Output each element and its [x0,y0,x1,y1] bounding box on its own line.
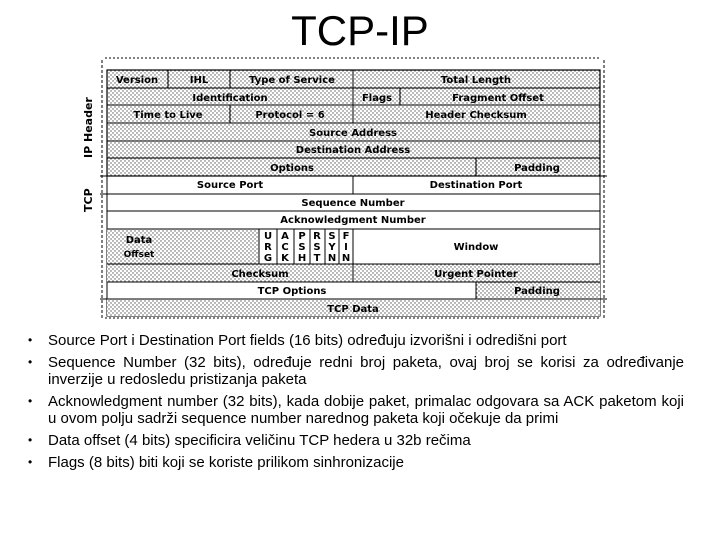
flag-letter: A [281,231,289,242]
tcp-side-label: TCP [82,188,95,212]
ihl-field: IHL [189,75,209,86]
window-field: Window [453,242,499,253]
flag-letter: T [313,253,321,264]
urgent-pointer-field: Urgent Pointer [434,269,518,280]
bullet-dot: • [28,394,33,408]
tcp-padding-field: Padding [514,286,560,297]
bullet-text: Sequence Number (32 bits), određuje redni broj paketa, ovaj broj se korisi za određivanje inverzije u redosledu pristizanja paketa [48,354,684,388]
ip-options-field: Options [270,163,314,174]
bullet-dot: • [28,355,33,369]
flag-letter: R [264,242,272,253]
checksum-field: Checksum [231,269,289,280]
tcp-data-field: TCP Data [327,304,379,315]
bullet-dot: • [28,455,33,469]
source-port-field: Source Port [196,180,264,191]
bullet-dot: • [28,433,33,447]
ip-padding-field: Padding [514,163,560,174]
bullet-text: Source Port i Destination Port fields (16 bits) određuju izvorišni i odredišni port [48,332,567,349]
destination-port-field: Destination Port [429,180,523,191]
total-length-field: Total Length [440,75,512,86]
data-offset-label-2: Offset [123,250,155,260]
acknowledgment-number-field: Acknowledgment Number [280,215,426,226]
source-address-field: Source Address [309,128,397,139]
flag-letter: R [313,231,321,242]
protocol-field: Protocol = 6 [255,110,325,121]
destination-address-field: Destination Address [295,145,411,156]
flag-letter: Y [328,242,336,253]
slide-title: TCP-IP [291,7,429,54]
flag-letter: S [328,231,336,242]
bullet-item [24,354,684,388]
bullet-item [24,393,684,427]
sequence-number-field: Sequence Number [301,198,405,209]
flag-letter: F [342,231,350,242]
bullet-dot: • [28,333,33,347]
type-of-service-field: Type of Service [249,75,335,86]
bullet-text: Flags (8 bits) biti koji se koriste prilikom sinhronizacije [48,454,404,471]
time-to-live-field: Time to Live [133,110,203,121]
ip-header-side-label: IP Header [82,97,95,158]
data-offset-label-1: Data [125,235,153,246]
flag-letter: U [263,231,273,242]
header-checksum-field: Header Checksum [425,110,527,121]
flag-letter: H [297,253,307,264]
flag-letter: N [341,253,351,264]
identification-field: Identification [192,93,268,104]
flag-letter: G [263,253,273,264]
fragment-offset-field: Fragment Offset [452,93,544,104]
flag-letter: C [281,242,289,253]
flag-letter: S [313,242,321,253]
flags-field: Flags [361,93,393,104]
bullet-text: Data offset (4 bits) specificira veličinu TCP hedera u 32b rečima [48,432,471,449]
version-field: Version [115,75,159,86]
bullet-item [24,454,684,471]
bullet-list [24,332,684,476]
flag-letter: I [344,242,348,253]
bullet-item [24,432,684,449]
flag-letter: P [298,231,306,242]
bullet-item [24,332,684,349]
tcp-options-field: TCP Options [257,286,327,297]
flag-letter: N [327,253,337,264]
flag-letter: S [298,242,306,253]
bullet-text: Acknowledgment number (32 bits), kada dobije paket, primalac odgovara sa ACK paketom koji u ovom polju sadrži sequence number narednog paketa koji očekuje da primi [48,393,684,427]
flag-letter: K [281,253,289,264]
